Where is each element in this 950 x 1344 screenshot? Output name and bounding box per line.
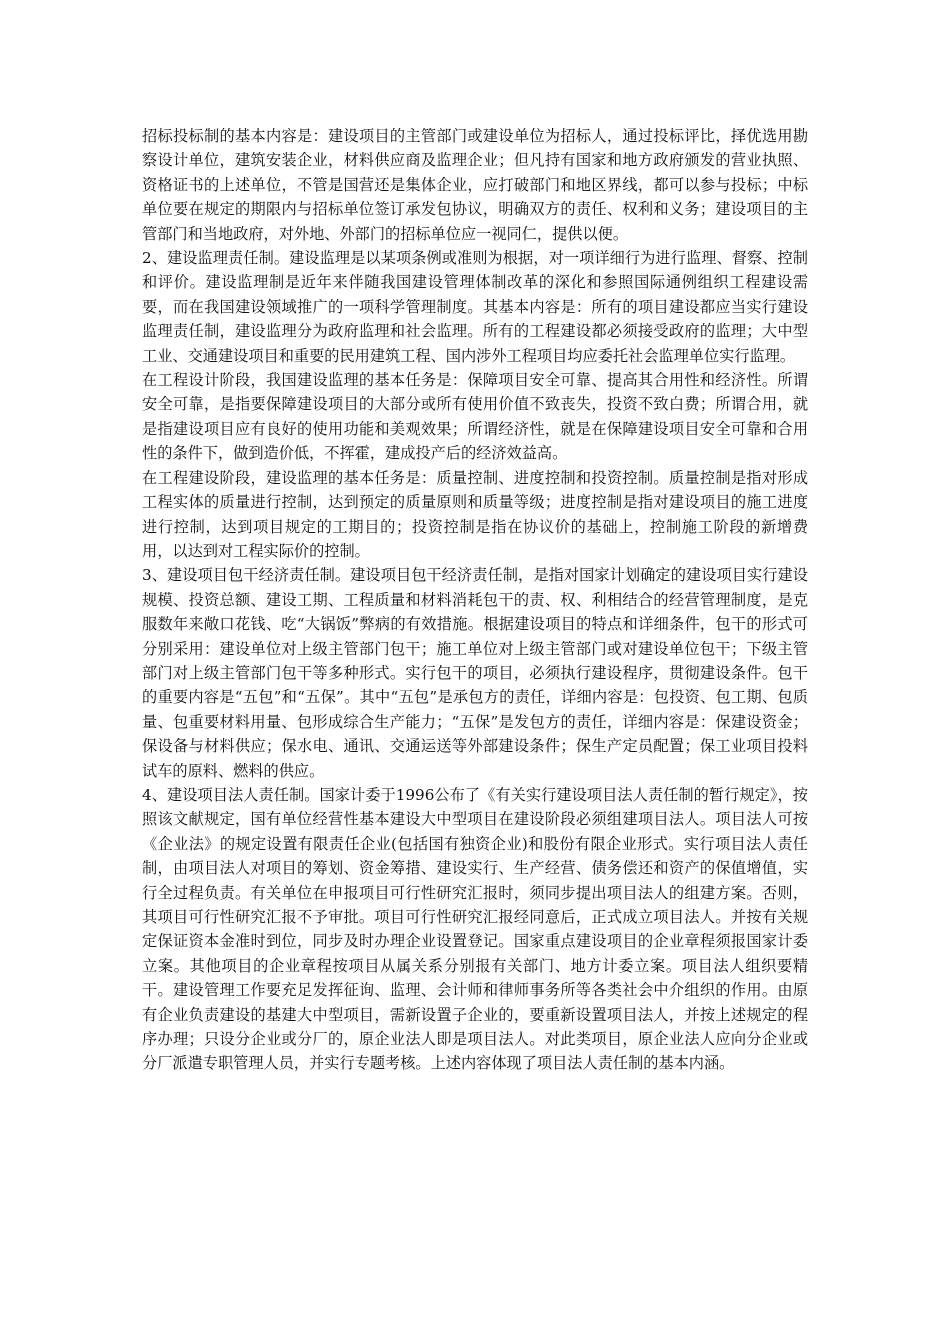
paragraph-construction-stage-supervision: 在工程建设阶段，建设监理的基本任务是：质量控制、进度控制和投资控制。质量控制是指对形成工程实体的质量进行控制，达到预定的质量原则和质量等级；进度控制是指对建设项目的施工进度进行控制，达到项目规定的工期目的；投资控制是指在协议价的基础上，控制施工阶段的新增费用，以达到对工程实际价的控制。: [142, 468, 808, 560]
paragraph-legal-person-responsibility-system: 4、建设项目法人责任制。国家计委于1996公布了《有关实行建设项目法人责任制的暂行规定》，按照该文献规定，国有单位经营性基本建设大中型项目在建设阶段必须组建项目法人。项目法人可按《企业法》的规定设置有限责任企业(包括国有独资企业)和股份有限企业形式。实行项目法人责任制，由项目法人对项目的筹划、资金筹措、建设实行、生产经营、债务偿还和资产的保值增值，实行全过程负责。有关单位在申报项目可行性研究汇报时，须同步提出项目法人的组建方案。否则，其项目可行性研究汇报不予审批。项目可行性研究汇报经同意后，正式成立项目法人。并按有关规定保证资本金准时到位，同步及时办理企业设置登记。国家重点建设项目的企业章程须报国家计委立案。其他项目的企业章程按项目从属关系分别报有关部门、地方计委立案。项目法人组织要精干。建设管理工作要充足发挥征询、监理、会计师和律师事务所等各类社会中介组织的作用。由原有企业负责建设的基建大中型项目，需新设置子企业的，要重新设置项目法人，并按上述规定的程序办理；只设分企业或分厂的，原企业法人即是项目法人。对此类项目，原企业法人应向分企业或分厂派遣专职管理人员，并实行专题考核。上述内容体现了项目法人责任制的基本内涵。: [142, 785, 808, 1073]
paragraph-design-stage-supervision: 在工程设计阶段，我国建设监理的基本任务是：保障项目安全可靠、提高其合用性和经济性。所谓安全可靠，是指要保障建设项目的大部分或所有使用价值不致丧失，投资不致白费；所谓合用，就是指建设项目应有良好的使用功能和美观效果；所谓经济性，就是在保障建设项目安全可靠和合用性的条件下，做到造价低，不挥霍，建成投产后的经济效益高。: [142, 371, 808, 463]
paragraph-contract-responsibility-system: 3、建设项目包干经济责任制。建设项目包干经济责任制，是指对国家计划确定的建设项目实行建设规模、投资总额、建设工期、工程质量和材料消耗包干的责、权、利相结合的经营管理制度，是克服数年来敞口花钱、吃“大锅饭”弊病的有效措施。根据建设项目的特点和详细条件，包干的形式可分别采用：建设单位对上级主管部门包干；施工单位对上级主管部门或对建设单位包干；下级主管部门对上级主管部门包干等多种形式。实行包干的项目，必须执行建设程序，贯彻建设条件。包干的重要内容是“五包”和“五保”。其中“五包”是承包方的责任，详细内容是：包投资、包工期、包质量、包重要材料用量、包形成综合生产能力；“五保”是发包方的责任，详细内容是：保建设资金；保设备与材料供应；保水电、通讯、交通运送等外部建设条件；保生产定员配置；保工业项目投料试车的原料、燃料的供应。: [142, 566, 808, 780]
paragraph-supervision-system: 2、建设监理责任制。建设监理是以某项条例或准则为根据，对一项详细行为进行监理、督察、控制和评价。建设监理制是近年来伴随我国建设管理体制改革的深化和参照国际通例组织工程建设需要，而在我国建设领域推广的一项科学管理制度。其基本内容是：所有的项目建设都应当实行建设监理责任制，建设监理分为政府监理和社会监理。所有的工程建设都必须接受政府的监理；大中型工业、交通建设项目和重要的民用建筑工程、国内涉外工程项目均应委托社会监理单位实行监理。: [142, 249, 808, 365]
document-body: [142, 124, 808, 1076]
paragraph-bidding-system: 招标投标制的基本内容是：建设项目的主管部门或建设单位为招标人，通过投标评比，择优选用勘察设计单位，建筑安装企业，材料供应商及监理企业；但凡持有国家和地方政府颁发的营业执照、资格证书的上述单位，不管是国营还是集体企业，应打破部门和地区界线，都可以参与投标；中标单位要在规定的期限内与招标单位签订承发包协议，明确双方的责任、权利和义务；建设项目的主管部门和当地政府，对外地、外部门的招标单位应一视同仁，提供以便。: [142, 127, 808, 243]
